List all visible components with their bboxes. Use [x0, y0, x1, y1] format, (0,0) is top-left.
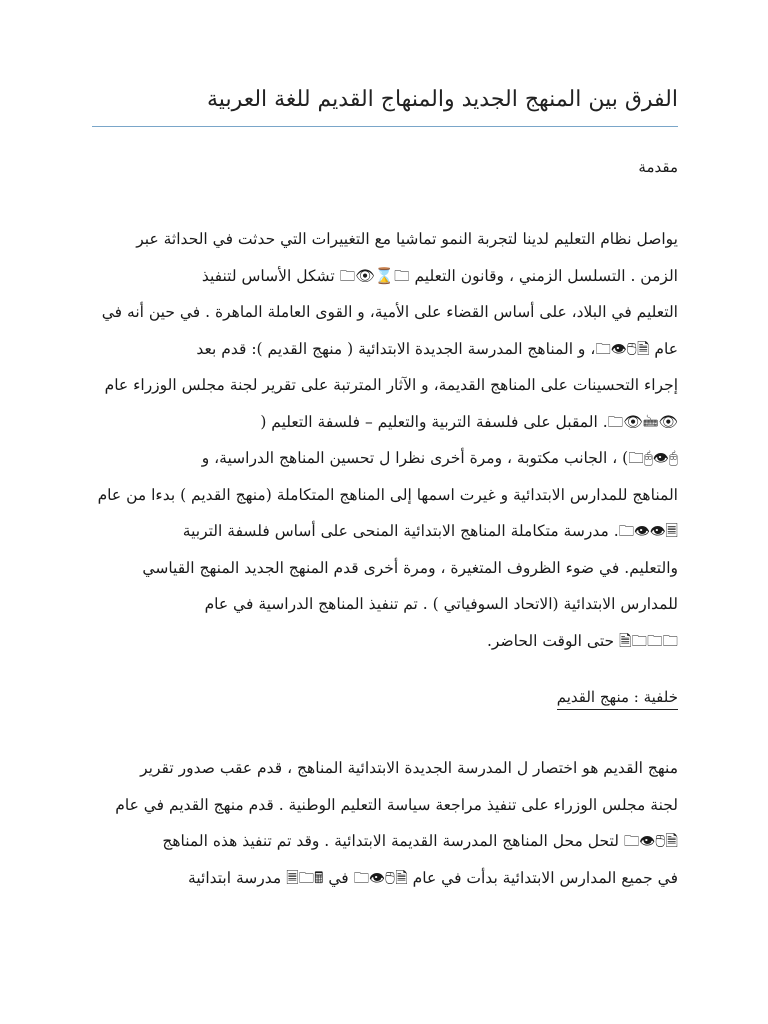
text-line: 🗀🗀🗀🗎 حتى الوقت الحاضر. — [487, 631, 678, 650]
text-line: 🗏👁👁🗀. مدرسة متكاملة المناهج الابتدائية المنحى على أساس فلسفة التربية — [182, 522, 678, 540]
text-line: 👁🖮👁🗀. المقبل على فلسفة التربية والتعليم – فلسفة التعليم ( — [260, 412, 678, 431]
background-heading: خلفية : منهج القديم — [557, 685, 678, 710]
text-line: في جميع المدارس الابتدائية بدأت في عام 🗎🖰👁🗀 في 🖩🗀🗏 مدرسة ابتدائية — [188, 868, 678, 887]
background-paragraph — [92, 750, 678, 896]
title-divider — [92, 126, 678, 127]
text-line: الزمن . التسلسل الزمني ، وقانون التعليم 🗀⌛👁🗀 تشكل الأساس لتنفيذ — [201, 266, 678, 285]
text-line: منهج القديم هو اختصار ل المدرسة الجديدة الابتدائية المناهج ، قدم عقب صدور تقرير — [140, 759, 678, 777]
text-line: 🗎🖰👁🗀 لتحل محل المناهج المدرسة القديمة الابتدائية . وقد تم تنفيذ هذه المناهج — [162, 832, 678, 850]
text-line: عام 🗎🖰👁🗀، و المناهج المدرسة الجديدة الابتدائية ( منهج القديم ): قدم بعد — [196, 339, 678, 358]
text-line: التعليم في البلاد، على أساس القضاء على الأمية، و القوى العاملة الماهرة . في حين أنه في — [101, 303, 678, 321]
text-line: يواصل نظام التعليم لدينا لتجربة النمو تماشيا مع التغييرات التي حدثت في الحداثة عبر — [136, 230, 678, 248]
text-line: والتعليم. في ضوء الظروف المتغيرة ، ومرة أخرى قدم المنهج الجديد المنهج القياسي — [142, 558, 678, 577]
intro-heading: مقدمة — [638, 158, 678, 176]
text-line: المناهج للمدارس الابتدائية و غيرت اسمها إلى المناهج المتكاملة (منهج القديم ) بدءا من عام — [97, 485, 678, 504]
document-page — [92, 70, 678, 896]
text-line: إجراء التحسينات على المناهج القديمة، و الآثار المترتبة على تقرير لجنة مجلس الوزراء عام — [104, 376, 678, 394]
text-line: 🖰👁🖰🗀) ، الجانب مكتوبة ، ومرة أخرى نظرا ل تحسين المناهج الدراسية، و — [201, 449, 678, 467]
text-line: للمدارس الابتدائية (الاتحاد السوفياتي ) . تم تنفيذ المناهج الدراسية في عام — [204, 595, 678, 613]
document-title: الفرق بين المنهج الجديد والمنهاج القديم للغة العربية — [207, 87, 678, 112]
text-line: لجنة مجلس الوزراء على تنفيذ مراجعة سياسة التعليم الوطنية . قدم منهج القديم في عام — [115, 795, 678, 814]
intro-paragraph — [92, 221, 678, 659]
